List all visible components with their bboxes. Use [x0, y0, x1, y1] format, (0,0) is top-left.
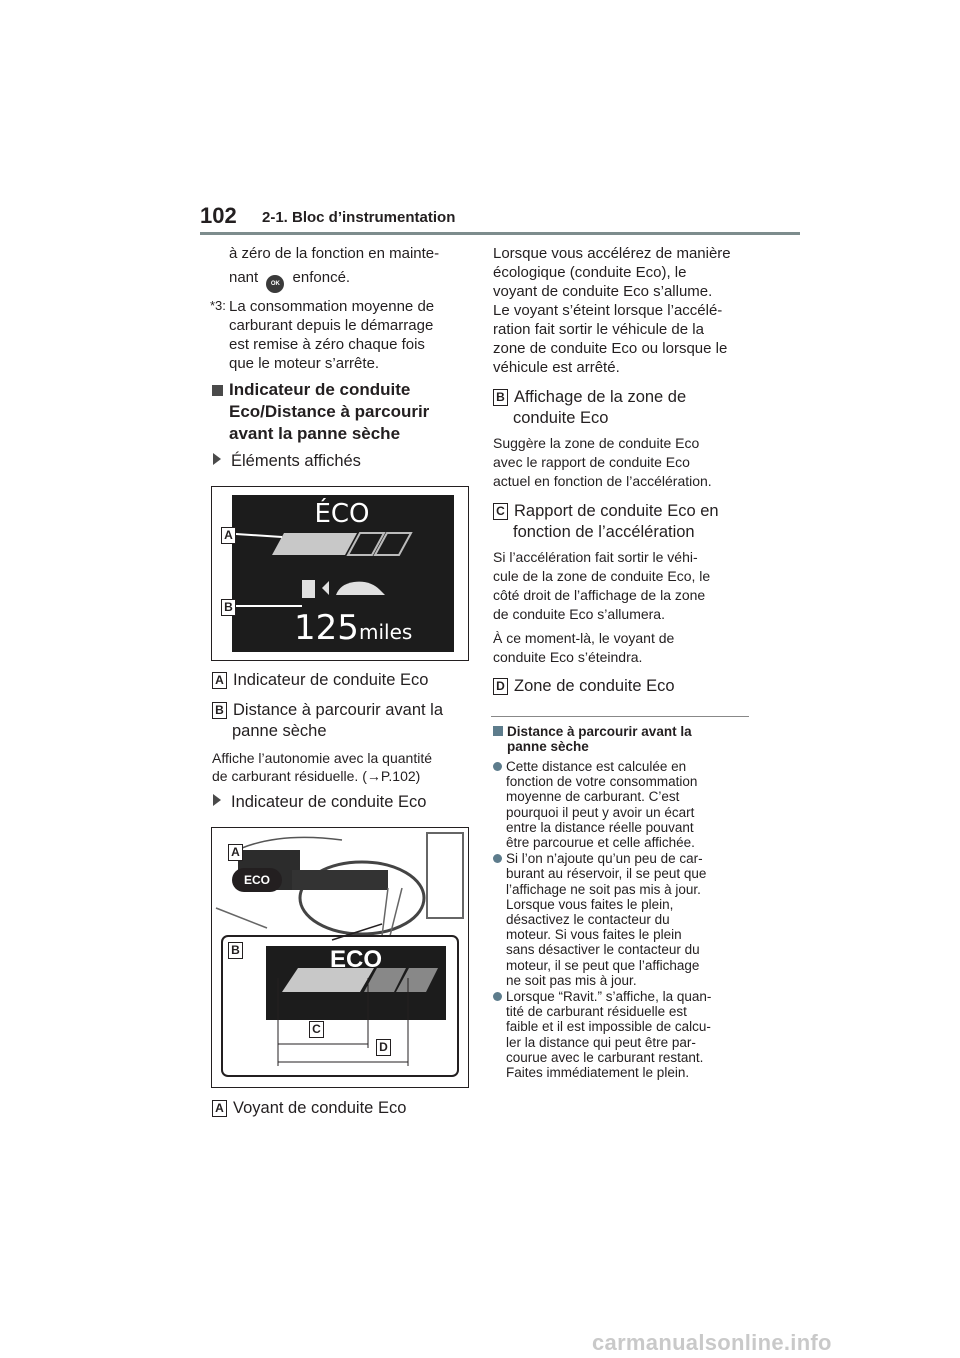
- text-line: ration fait sortir le véhicule de la: [493, 321, 704, 338]
- text-line: entre la distance réelle pouvant: [506, 819, 694, 835]
- subheading: [213, 792, 426, 813]
- text-line: Lorsque “Ravit.” s’affiche, la quan-: [506, 989, 712, 1005]
- eco-badge: ECO: [232, 868, 282, 892]
- text-line: Lorsque vous accélérez de manière: [493, 245, 731, 262]
- text-line: à zéro de la fonction en mainte-: [229, 245, 440, 262]
- text-line: ne soit pas mis à jour.: [506, 972, 637, 988]
- note-bullet: [493, 989, 755, 1080]
- watermark: carmanualsonline.info: [592, 1330, 832, 1355]
- bullet-dot-icon: [493, 992, 502, 1001]
- legend-text: Distance à parcourir avant la: [233, 701, 444, 719]
- text-line: burant au réservoir, il se peut que: [506, 866, 707, 882]
- text-line: tité de carburant résiduelle est: [506, 1004, 687, 1020]
- bullet-dot-icon: [493, 762, 502, 771]
- text-line: zone de conduite Eco ou lorsque le: [493, 340, 728, 357]
- legend-description: [212, 749, 432, 785]
- text-line: moteur. Si vous faites le plein: [506, 927, 682, 943]
- text-fragment: enfoncé.: [292, 269, 351, 286]
- text-line: cule de la zone de conduite Eco, le: [493, 568, 711, 584]
- section-heading: [229, 379, 429, 445]
- legend-letter-a: A: [212, 1100, 227, 1117]
- text-line: pourquoi il peut y avoir un écart: [506, 804, 695, 820]
- subheading-text: Éléments affichés: [231, 452, 361, 470]
- text-fragment: nant: [229, 269, 259, 286]
- legend-letter-c: C: [493, 503, 508, 520]
- legend-description: [493, 434, 712, 491]
- text-line: Le voyant s’éteint lorsque l’accélé-: [493, 302, 723, 319]
- footnote-text: [229, 297, 434, 373]
- text-line: que le moteur s’arrête.: [229, 355, 380, 372]
- text-line: courue avec le carburant restant.: [506, 1049, 704, 1065]
- legend-text: Zone de conduite Eco: [514, 677, 675, 695]
- ok-button-icon: OK: [266, 275, 284, 293]
- eco-title: ÉCO: [314, 499, 370, 529]
- text-line: conduite Eco s’éteindra.: [493, 649, 643, 665]
- legend-letter-b: B: [212, 702, 227, 719]
- bullet-dot-icon: [493, 854, 502, 863]
- text-line: carburant depuis le démarrage: [229, 317, 434, 334]
- text-line: moteur, il se peut que l’affichage: [506, 957, 700, 973]
- legend-letter-a: A: [212, 672, 227, 689]
- text-line: avec le rapport de conduite Eco: [493, 454, 690, 470]
- legend-item-c: [493, 501, 719, 543]
- callout-c: C: [309, 1021, 324, 1038]
- heading-line: Eco/Distance à parcourir: [229, 402, 430, 421]
- text-line: ler la distance qui peut être par-: [506, 1034, 696, 1050]
- legend-text: panne sèche: [232, 722, 327, 740]
- legend-letter-d: D: [493, 678, 508, 695]
- text-line: La consommation moyenne de: [229, 298, 435, 315]
- legend-description: [493, 548, 710, 624]
- text-line-ok: [229, 268, 350, 293]
- note-heading: [493, 724, 692, 754]
- text-line: l’affichage ne soit pas mis à jour.: [506, 881, 701, 897]
- text-line: moyenne de carburant. C’est: [506, 789, 680, 805]
- arrow-right-icon: [213, 794, 221, 806]
- text-line: voyant de conduite Eco s’allume.: [493, 283, 713, 300]
- arrow-right-icon: [213, 453, 221, 465]
- callout-a: A: [221, 527, 236, 544]
- note-bullet: [493, 851, 755, 988]
- fuel-pump-icon: [302, 580, 315, 598]
- note-heading-line: Distance à parcourir avant la: [507, 724, 692, 739]
- text-line: véhicule est arrêté.: [493, 359, 620, 376]
- legend-text: Indicateur de conduite Eco: [233, 671, 429, 689]
- legend-text: Affichage de la zone de: [514, 388, 687, 406]
- text-line: de conduite Eco s’allumera.: [493, 606, 665, 622]
- figure-eco-indicator: [211, 827, 469, 1088]
- legend-item-d: [493, 676, 675, 697]
- dashboard-display-graphic: [212, 487, 468, 660]
- text-line: fonction de votre consommation: [506, 774, 698, 790]
- legend-text: conduite Eco: [513, 409, 609, 427]
- square-bullet-icon: [212, 385, 223, 396]
- figure-dashboard-display: [211, 486, 469, 661]
- text-line: sans désactiver le contacteur du: [506, 942, 700, 958]
- text-line: Suggère la zone de conduite Eco: [493, 435, 700, 451]
- text-line: Si l’accélération fait sortir le véhi-: [493, 549, 698, 565]
- heading-line: avant la panne sèche: [229, 424, 401, 443]
- text-line: Si l’on n’ajoute qu’un peu de car-: [506, 851, 703, 867]
- text-line: Lorsque vous faites le plein,: [506, 896, 674, 912]
- note-bullets: [493, 759, 755, 1080]
- text-line: être parcourue et celle affichée.: [506, 835, 695, 851]
- page-number: 102: [200, 203, 237, 228]
- text-line: côté droit de l’affichage de la zone: [493, 587, 706, 603]
- callout-b: B: [221, 599, 236, 616]
- callout-b: B: [228, 942, 243, 959]
- legend-letter-b: B: [493, 389, 508, 406]
- footnote-mark: *3:: [210, 298, 226, 313]
- subheading: [213, 451, 361, 472]
- square-bullet-icon: [493, 726, 503, 736]
- intro-paragraph: [493, 244, 731, 377]
- distance-unit: miles: [359, 620, 413, 644]
- legend-text: Voyant de conduite Eco: [233, 1099, 407, 1117]
- eco-display-title: ECO: [329, 946, 382, 973]
- text-line: désactivez le contacteur du: [506, 912, 670, 928]
- text-line: de carburant résiduelle. (→P.102): [212, 768, 421, 784]
- legend-item-a2: [212, 1098, 406, 1119]
- callout-a: A: [228, 844, 243, 861]
- text-line: Faites immédiatement le plein.: [506, 1065, 690, 1081]
- distance-number: 125: [294, 608, 359, 648]
- text-line: Affiche l’autonomie avec la quantité: [212, 750, 432, 766]
- legend-item-a: [212, 670, 428, 691]
- note-heading-line: panne sèche: [507, 739, 589, 754]
- callout-d: D: [376, 1039, 391, 1056]
- text-line: est remise à zéro chaque fois: [229, 336, 425, 353]
- subheading-text: Indicateur de conduite Eco: [231, 793, 427, 811]
- heading-line: Indicateur de conduite: [229, 380, 411, 399]
- text-line: À ce moment-là, le voyant de: [493, 630, 675, 646]
- eco-bar-filled: [272, 533, 357, 555]
- legend-item-b: [212, 700, 443, 742]
- legend-text: fonction de l’accélération: [513, 523, 695, 541]
- text-line: faible et il est impossible de calcu-: [506, 1019, 711, 1035]
- legend-description: [493, 629, 674, 667]
- header-rule: [200, 232, 800, 235]
- note-bullet: [493, 759, 755, 850]
- text-line: écologique (conduite Eco), le: [493, 264, 687, 281]
- text-line: actuel en fonction de l’accélération.: [493, 473, 712, 489]
- legend-text: Rapport de conduite Eco en: [514, 502, 719, 520]
- note-rule: [491, 716, 749, 717]
- section-title: 2-1. Bloc d’instrumentation: [262, 209, 456, 226]
- cluster-strip: [292, 870, 388, 890]
- legend-item-b-right: [493, 387, 686, 429]
- text-line: Cette distance est calculée en: [506, 759, 687, 774]
